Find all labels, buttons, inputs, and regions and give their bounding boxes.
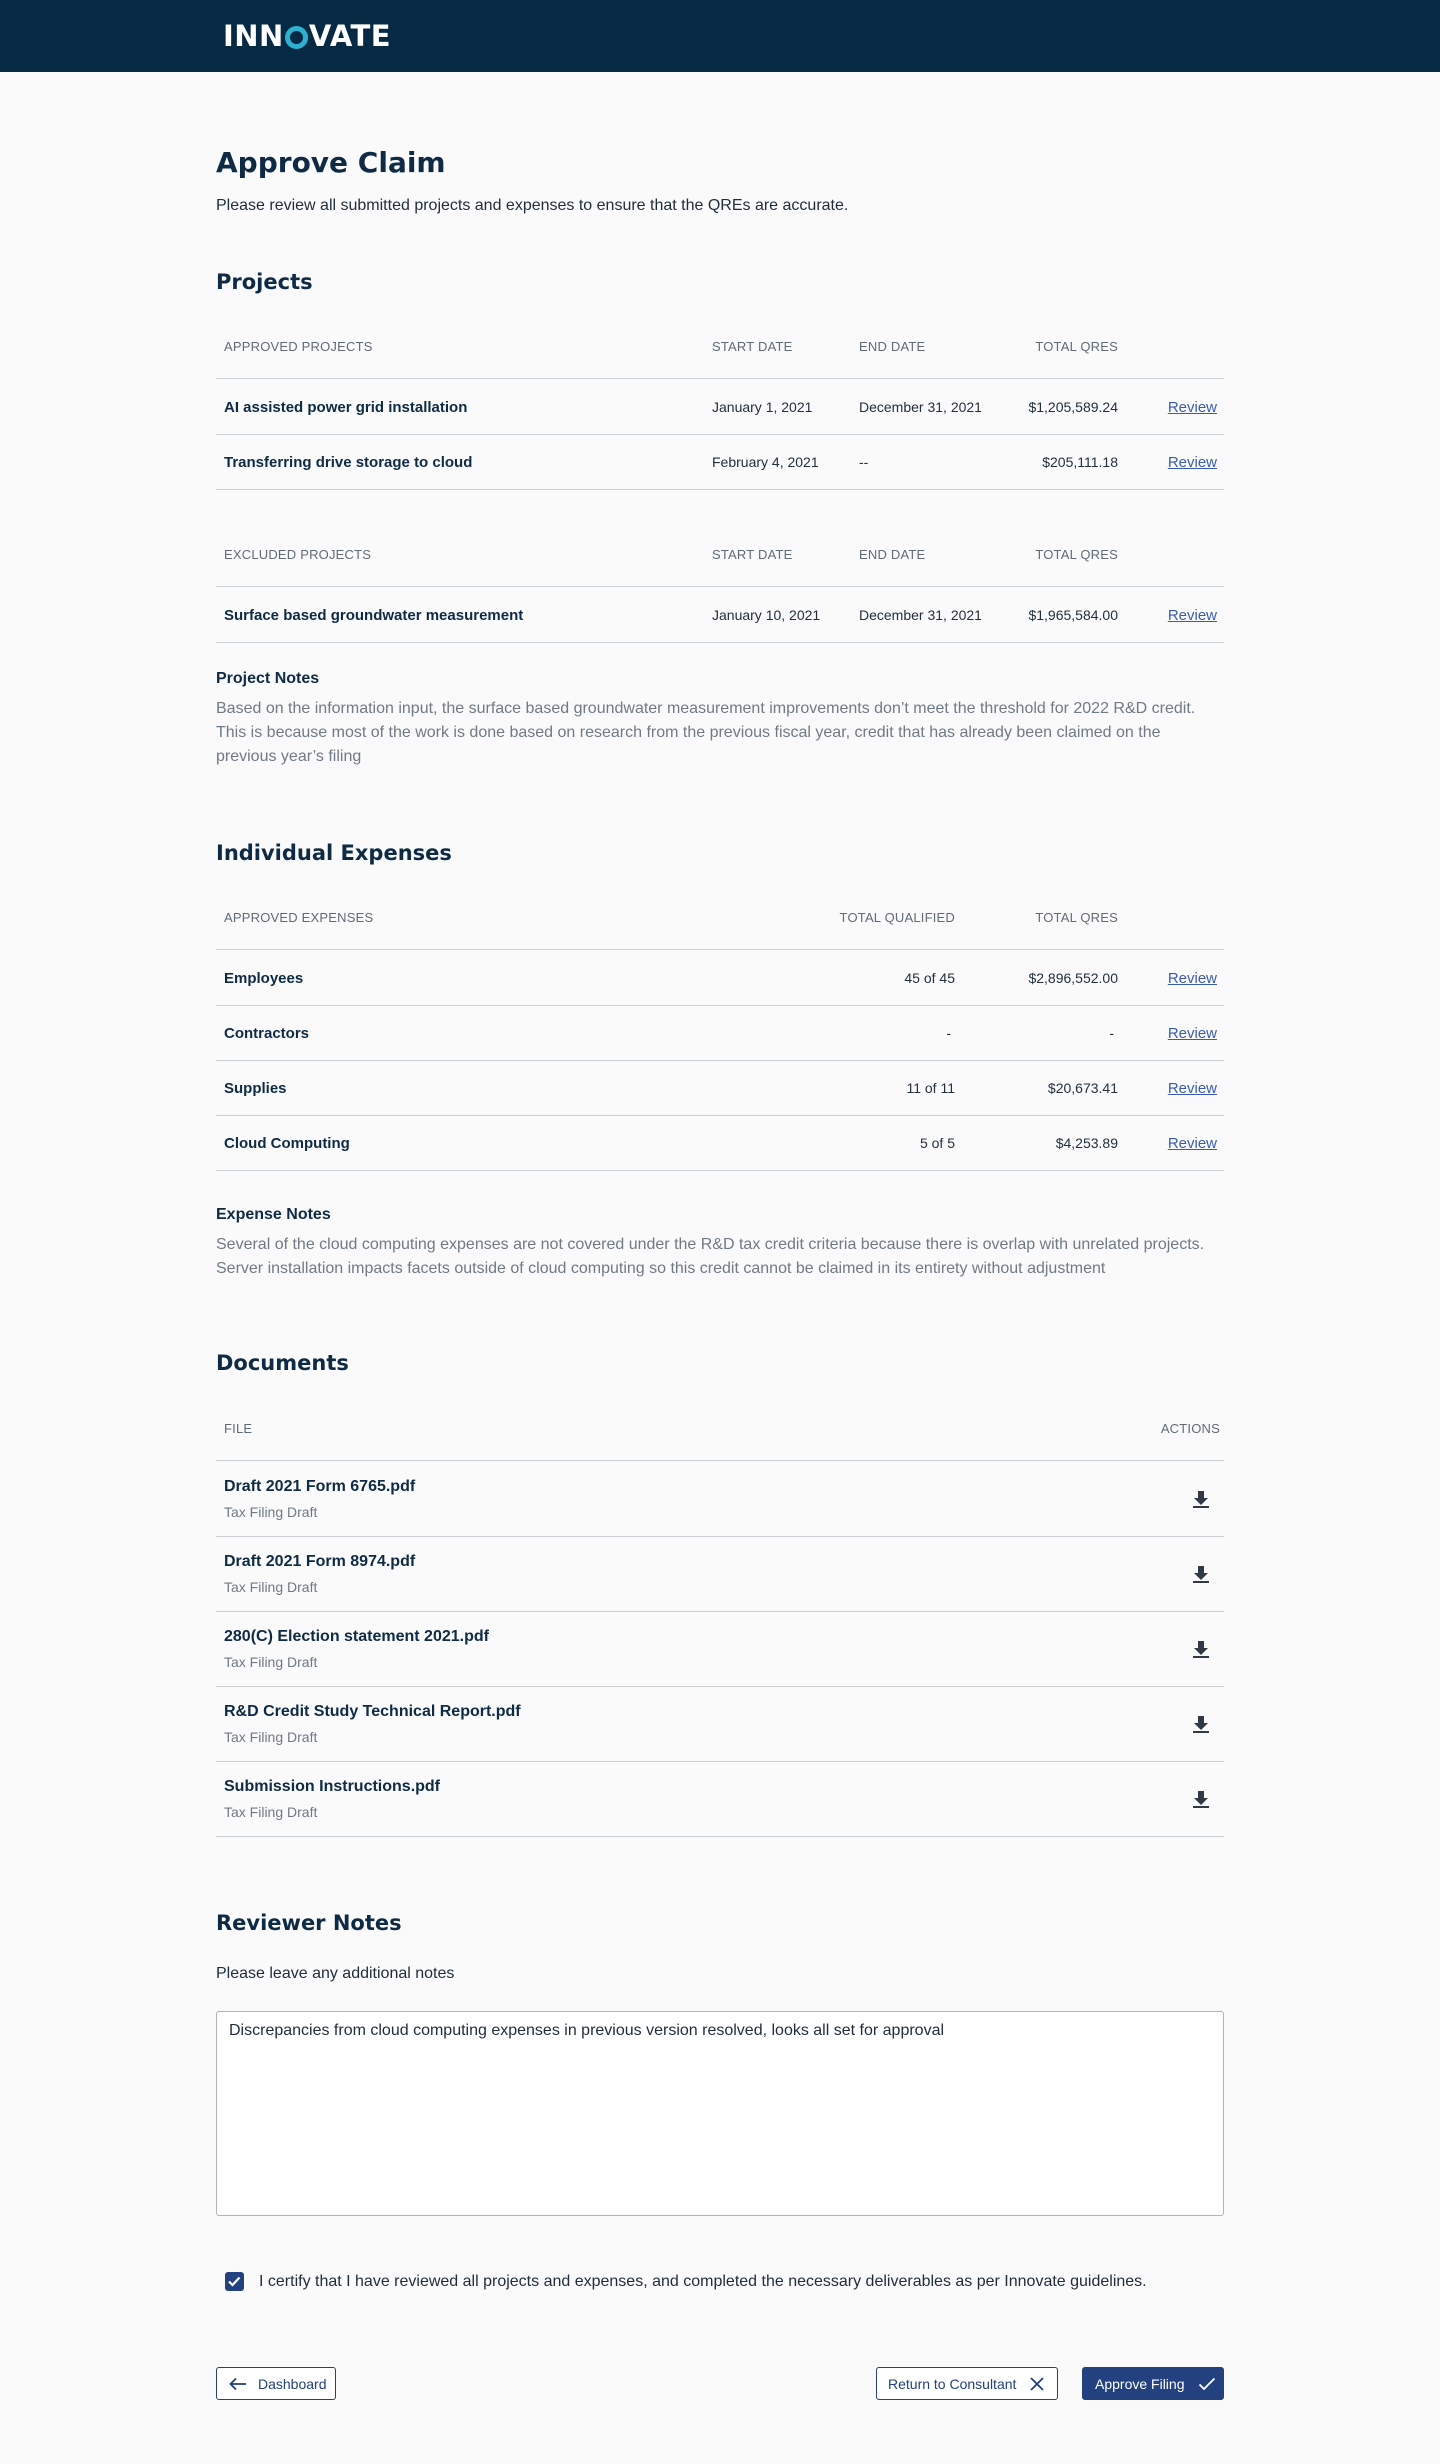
projects-heading: Projects xyxy=(216,270,313,294)
expense-total: $2,896,552.00 xyxy=(1028,970,1118,986)
col-approved-expenses: APPROVED EXPENSES xyxy=(224,910,374,925)
document-name[interactable]: Draft 2021 Form 8974.pdf xyxy=(224,1553,416,1570)
review-link[interactable]: Review xyxy=(1167,970,1217,987)
project-notes-line: This is because most of the work is done based on research from the previous fiscal year, credit that has already been claimed on the xyxy=(216,724,1161,741)
expense-name: Employees xyxy=(224,970,304,987)
project-notes-line: Based on the information input, the surface based groundwater measurement improvements don’t meet the threshold for 2022 R&D credit. xyxy=(216,700,1196,717)
arrow-left-icon xyxy=(229,2377,247,2391)
certify-label: I certify that I have reviewed all projects and expenses, and completed the necessary deliverables as per Innovate guidelines. xyxy=(259,2273,1147,2290)
table-row xyxy=(216,1006,1224,1061)
download-icon[interactable] xyxy=(1192,1714,1210,1734)
project-notes-line: previous year’s filing xyxy=(216,748,362,765)
reviewer-notes-textarea[interactable]: Discrepancies from cloud computing expenses in previous version resolved, looks all set for approval xyxy=(216,2011,1224,2216)
innovate-logo[interactable] xyxy=(223,18,391,54)
expense-total: - xyxy=(1109,1025,1114,1041)
dashboard-button[interactable] xyxy=(216,2367,336,2400)
document-row xyxy=(216,1612,1224,1687)
expense-qualified: - xyxy=(946,1025,951,1041)
document-name[interactable]: Draft 2021 Form 6765.pdf xyxy=(224,1478,416,1495)
col-excluded-projects: EXCLUDED PROJECTS xyxy=(224,547,372,562)
expense-notes-line: Several of the cloud computing expenses are not covered under the R&D tax credit criteria because there is overlap with unrelated projects. xyxy=(216,1236,1205,1253)
logo-text-right: VATE xyxy=(308,19,392,53)
approve-label: Approve Filing xyxy=(1095,2375,1185,2392)
expense-notes-title: Expense Notes xyxy=(216,1206,331,1223)
review-link[interactable]: Review xyxy=(1167,1025,1217,1042)
table-row xyxy=(216,951,1224,1006)
reviewer-notes-heading: Reviewer Notes xyxy=(216,1911,402,1935)
col-total-qres: TOTAL QRES xyxy=(1035,910,1118,925)
document-name[interactable]: 280(C) Election statement 2021.pdf xyxy=(224,1628,489,1645)
top-bar xyxy=(0,0,1440,72)
expense-notes-body xyxy=(216,1233,1224,1281)
project-total: $205,111.18 xyxy=(1042,454,1118,470)
download-icon[interactable] xyxy=(1192,1489,1210,1509)
review-link[interactable]: Review xyxy=(1167,454,1217,471)
col-file: FILE xyxy=(224,1421,253,1436)
document-name[interactable]: R&D Credit Study Technical Report.pdf xyxy=(224,1703,521,1720)
expense-notes-line: Server installation impacts facets outside of cloud computing so this credit cannot be claimed in its entirety without adjustment xyxy=(216,1260,1106,1277)
project-total: $1,965,584.00 xyxy=(1028,607,1118,623)
document-type: Tax Filing Draft xyxy=(224,1654,318,1670)
col-start-date: START DATE xyxy=(712,339,793,354)
close-icon xyxy=(1030,2377,1044,2391)
project-name: Transferring drive storage to cloud xyxy=(224,454,473,471)
return-to-consultant-button[interactable] xyxy=(876,2367,1058,2400)
document-row xyxy=(216,1687,1224,1762)
expense-total: $20,673.41 xyxy=(1047,1080,1118,1096)
download-icon[interactable] xyxy=(1192,1789,1210,1809)
col-end-date: END DATE xyxy=(859,547,926,562)
col-end-date: END DATE xyxy=(859,339,926,354)
download-icon[interactable] xyxy=(1192,1564,1210,1584)
col-total-qres: TOTAL QRES xyxy=(1035,547,1118,562)
review-link[interactable]: Review xyxy=(1167,1135,1217,1152)
table-row xyxy=(216,380,1224,435)
reviewer-notes-prompt: Please leave any additional notes xyxy=(216,1965,455,1982)
return-label: Return to Consultant xyxy=(888,2375,1017,2392)
expenses-heading: Individual Expenses xyxy=(216,841,452,865)
review-link[interactable]: Review xyxy=(1167,607,1217,624)
document-type: Tax Filing Draft xyxy=(224,1804,318,1820)
project-end: -- xyxy=(859,454,869,470)
col-approved-projects: APPROVED PROJECTS xyxy=(224,339,373,354)
document-row xyxy=(216,1537,1224,1612)
table-row xyxy=(216,1061,1224,1116)
excluded-projects-header xyxy=(216,523,1224,587)
review-link[interactable]: Review xyxy=(1167,1080,1217,1097)
expense-name: Contractors xyxy=(224,1025,310,1042)
project-end: December 31, 2021 xyxy=(859,607,982,623)
review-link[interactable]: Review xyxy=(1167,399,1217,416)
dashboard-label: Dashboard xyxy=(258,2375,327,2392)
expenses-header xyxy=(216,886,1224,950)
document-type: Tax Filing Draft xyxy=(224,1504,318,1520)
project-name: AI assisted power grid installation xyxy=(224,399,468,416)
table-row xyxy=(216,1116,1224,1171)
checkmark-icon xyxy=(225,2272,244,2291)
document-row xyxy=(216,1462,1224,1537)
expense-qualified: 11 of 11 xyxy=(906,1080,955,1096)
expense-qualified: 5 of 5 xyxy=(919,1135,955,1151)
document-type: Tax Filing Draft xyxy=(224,1729,318,1745)
documents-heading: Documents xyxy=(216,1351,349,1375)
table-row xyxy=(216,588,1224,643)
col-total-qres: TOTAL QRES xyxy=(1035,339,1118,354)
approved-projects-header xyxy=(216,315,1224,379)
expense-qualified: 45 of 45 xyxy=(904,970,955,986)
approve-filing-button[interactable] xyxy=(1082,2367,1224,2400)
document-type: Tax Filing Draft xyxy=(224,1579,318,1595)
expense-name: Supplies xyxy=(224,1080,287,1097)
col-actions: ACTIONS xyxy=(1160,1421,1220,1436)
project-notes-body xyxy=(216,697,1224,769)
project-notes-title: Project Notes xyxy=(216,670,320,687)
download-icon[interactable] xyxy=(1192,1639,1210,1659)
expense-total: $4,253.89 xyxy=(1055,1135,1118,1151)
expense-name: Cloud Computing xyxy=(224,1135,350,1152)
logo-text-left: INN xyxy=(223,19,284,53)
table-row xyxy=(216,435,1224,490)
logo-ring-icon xyxy=(285,26,308,49)
project-start: February 4, 2021 xyxy=(712,454,819,470)
page-title: Approve Claim xyxy=(216,146,446,179)
project-name: Surface based groundwater measurement xyxy=(224,607,524,624)
project-end: December 31, 2021 xyxy=(859,399,982,415)
document-name[interactable]: Submission Instructions.pdf xyxy=(224,1778,441,1795)
document-row xyxy=(216,1762,1224,1837)
project-start: January 10, 2021 xyxy=(712,607,821,623)
page-subtitle: Please review all submitted projects and expenses to ensure that the QREs are accurate. xyxy=(216,197,849,214)
certify-checkbox[interactable] xyxy=(225,2272,244,2291)
col-start-date: START DATE xyxy=(712,547,793,562)
col-total-qualified: TOTAL QUALIFIED xyxy=(839,910,955,925)
project-total: $1,205,589.24 xyxy=(1028,399,1118,415)
documents-header xyxy=(216,1397,1224,1461)
checkmark-icon xyxy=(1198,2377,1216,2391)
project-start: January 1, 2021 xyxy=(712,399,813,415)
